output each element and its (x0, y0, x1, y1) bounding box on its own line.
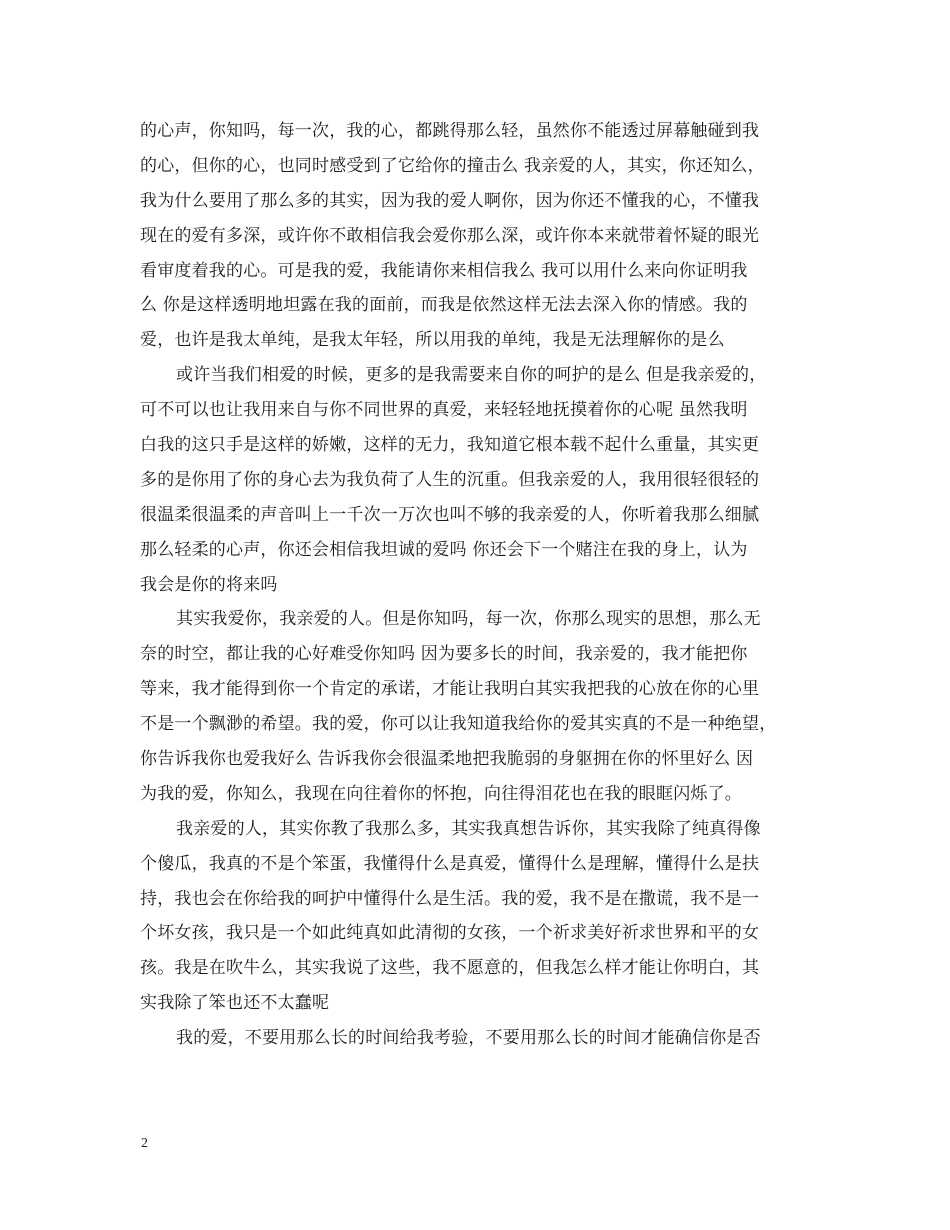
text-line: 个坏女孩，我只是一个如此纯真如此清彻的女孩，一个祈求美好祈求世界和平的女 (140, 923, 760, 944)
text-line: 持，我也会在你给我的呵护中懂得什么是生活。我的爱，我不是在撒谎，我不是一 (140, 888, 760, 909)
text-line: 么 你是这样透明地坦露在我的面前，而我是依然这样无法去深入你的情感。我的 (140, 295, 748, 316)
text-line: 实我除了笨也还不太蠢呢 (140, 993, 330, 1014)
text-line: 其实我爱你，我亲爱的人。但是你知吗，每一次，你那么现实的思想，那么无 (176, 609, 761, 630)
text-line: 我的爱，不要用那么长的时间给我考验，不要用那么长的时间才能确信你是否 (176, 1028, 761, 1049)
text-line: 现在的爱有多深，或许你不敢相信我会爱你那么深，或许你本来就带着怀疑的眼光 (140, 225, 760, 246)
text-line: 看审度着我的心。可是我的爱，我能请你来相信我么 我可以用什么来向你证明我 (140, 260, 748, 281)
text-line: 等来，我才能得到你一个肯定的承诺，才能让我明白其实我把我的心放在你的心里 (140, 679, 760, 700)
text-line: 白我的这只手是这样的娇嫩，这样的无力，我知道它根本载不起什么重量，其实更 (140, 435, 760, 456)
text-line: 为我的爱，你知么，我现在向往着你的怀抱，向往得泪花也在我的眼眶闪烁了。 (140, 783, 742, 804)
text-line: 可不可以也让我用来自与你不同世界的真爱，来轻轻地抚摸着你的心呢 虽然我明 (140, 400, 748, 421)
body-text (140, 114, 820, 1056)
text-line: 我为什么要用了那么多的其实，因为我的爱人啊你，因为你还不懂我的心，不懂我 (140, 190, 760, 211)
text-line: 我亲爱的人，其实你教了我那么多，其实我真想告诉你，其实我除了纯真得像 (176, 818, 761, 839)
text-line: 我会是你的将来吗 (140, 574, 278, 595)
text-line: 不是一个飘渺的希望。我的爱，你可以让我知道我给你的爱其实真的不是一种绝望， (140, 714, 777, 735)
text-line: 爱，也许是我太单纯，是我太年轻，所以用我的单纯，我是无法理解你的是么 (140, 330, 725, 351)
text-line: 孩。我是在吹牛么，其实我说了这些，我不愿意的，但我怎么样才能让你明白，其 (140, 958, 760, 979)
text-line: 或许当我们相爱的时候，更多的是我需要来自你的呵护的是么 但是我亲爱的， (176, 365, 767, 386)
page-number: 2 (141, 1136, 148, 1151)
text-line: 那么轻柔的心声，你还会相信我坦诚的爱吗 你还会下一个赌注在我的身上，认为 (140, 539, 748, 560)
text-line: 多的是你用了你的身心去为我负荷了人生的沉重。但我亲爱的人，我用很轻很轻的 (140, 469, 760, 490)
text-line: 你告诉我你也爱我好么 告诉我你会很温柔地把我脆弱的身躯拥在你的怀里好么 因 (140, 749, 754, 770)
text-line: 很温柔很温柔的声音叫上一千次一万次也叫不够的我亲爱的人，你听着我那么细腻 (140, 504, 760, 525)
text-line: 的心，但你的心，也同时感受到了它给你的撞击么 我亲爱的人，其实，你还知么， (140, 155, 765, 176)
text-line: 个傻瓜，我真的不是个笨蛋，我懂得什么是真爱，懂得什么是理解，懂得什么是扶 (140, 853, 760, 874)
text-line: 的心声，你知吗，每一次，我的心，都跳得那么轻，虽然你不能透过屏幕触碰到我 (140, 121, 760, 141)
text-line: 奈的时空，都让我的心好难受你知吗 因为要多长的时间，我亲爱的，我才能把你 (140, 644, 748, 665)
